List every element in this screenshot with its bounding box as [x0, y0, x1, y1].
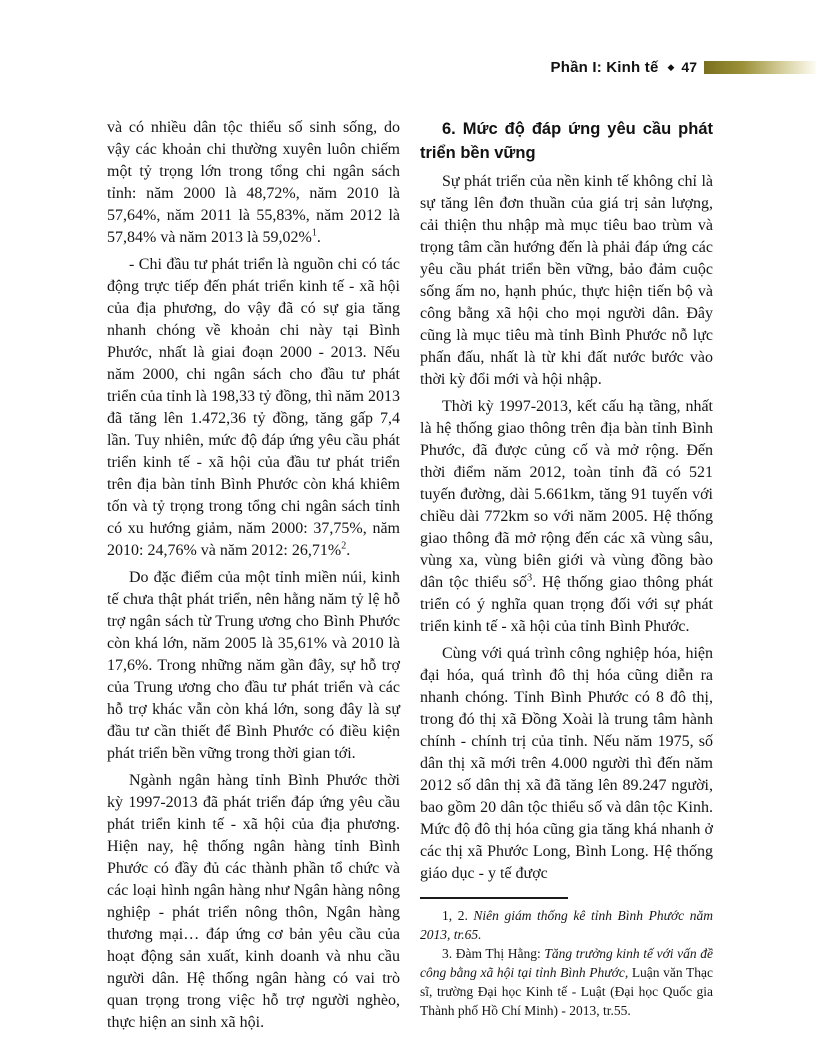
paragraph-text: Thời kỳ 1997-2013, kết cấu hạ tầng, nhất là hệ thống giao thông trên địa bàn tỉnh Bình Phước, đã được củng cố và mở rộng. Đến thời điểm năm 2012, toàn tỉnh đã có 521 tuyến đường, dài 5.661km, tăng 91 tuyến với chiều dài 772km so với năm 2005. Hệ thống giao thông đã mở rộng đến các xã vùng sâu, vùng xa, vùng biên giới và vùng đồng bào dân tộc thiểu số: [420, 398, 713, 591]
paragraph: Cùng với quá trình công nghiệp hóa, hiện đại hóa, quá trình đô thị hóa cũng diễn ra nhanh chóng. Tỉnh Bình Phước có 8 đô thị, trong đó thị xã Đồng Xoài là trung tâm hành chính - chính trị của tỉnh. Nếu năm 1975, số dân thị xã mới trên 4.000 người thì đến năm 2012 số dân thị xã đã tăng lên 89.247 người, bao gồm 20 dân tộc thiểu số và dân tộc Kinh. Mức độ đô thị hóa cũng gia tăng khá nhanh ở các thị xã Phước Long, Bình Long. Hệ thống giáo dục - y tế được: [420, 645, 713, 882]
footnote-label: 3.: [442, 946, 456, 961]
paragraph: Ngành ngân hàng tỉnh Bình Phước thời kỳ 1997-2013 đã phát triển đáp ứng yêu cầu phát triển kinh tế - xã hội của địa phương. Hiện nay, hệ thống ngân hàng tỉnh Bình Phước có đầy đủ các thành phần tổ chức và các loại hình ngân hàng như Ngân hàng nông nghiệp - phát triển nông thôn, Ngân hàng thương mại… đáp ứng cơ bản yêu cầu của hoạt động sản xuất, kinh doanh và nhu cầu người dân. Hệ thống ngân hàng có vai trò quan trọng trong việc hỗ trợ người nghèo, thực hiện an sinh xã hội.: [107, 772, 400, 1031]
paragraph: [107, 254, 400, 562]
paragraph-text: .: [316, 229, 321, 246]
footnote-author: Đàm Thị Hằng:: [455, 946, 545, 961]
footnote-rest: Luận văn Thạc sĩ, trường Đại học Kinh tế - Luật (Đại học Quốc gia Thành phố Hồ Chí Minh) - 2013, tr.55.: [420, 965, 714, 1018]
footnote-block: [420, 897, 713, 1020]
footnote-1: [420, 906, 713, 944]
paragraph: [107, 117, 400, 249]
accent-bar: [704, 61, 816, 74]
left-column: [107, 117, 400, 1034]
footnote-title: Niên giám thống kê tỉnh Bình Phước năm 2013, tr.65.: [420, 908, 713, 942]
paragraph-text: - Chi đầu tư phát triển là nguồn chi có tác động trực tiếp đến phát triển kinh tế - xã hội của địa phương, do vậy đã có sự gia tăng nhanh chóng về khoản chi này tại Bình Phước, nhất là giai đoạn 2000 - 2013. Nếu năm 2000, chi ngân sách cho đầu tư phát triển của tỉnh là 198,33 tỷ đồng, thì năm 2013 đã tăng lên 1.472,36 tỷ đồng, tăng gấp 7,4 lần. Tuy nhiên, mức độ đáp ứng yêu cầu phát triển kinh tế - xã hội của đầu tư phát triển trên địa bàn tỉnh Bình Phước còn khá khiêm tốn và tỷ trọng trong tổng chi ngân sách tỉnh có xu hướng giảm, năm 2000: 37,75%, năm 2010: 24,76% và năm 2012: 26,71%: [107, 256, 400, 559]
section-heading: 6. Mức độ đáp ứng yêu cầu phát triển bền vững: [420, 120, 713, 162]
section-title: Phần I: Kinh tế: [550, 58, 659, 76]
paragraph: Do đặc điểm của một tỉnh miền núi, kinh tế chưa thật phát triển, nên hằng năm tỷ lệ hỗ trợ ngân sách từ Trung ương cho Bình Phước còn khá lớn, năm 2005 là 35,61% và 2010 là 17,6%. Trong những năm gần đây, sự hỗ trợ của Trung ương cho đầu tư phát triển và các hỗ trợ khác vẫn còn khá lớn, song đây là sự đầu tư cần thiết để Bình Phước có điều kiện phát triển bền vững trong thời gian tới.: [107, 569, 400, 762]
running-head: [0, 58, 816, 76]
page-number: 47: [681, 59, 697, 75]
paragraph: Sự phát triển của nền kinh tế không chỉ là sự tăng lên đơn thuần của giá trị sản lượng, cải thiện thu nhập mà mục tiêu bao trùm và trọng tâm cần hướng đến là phải đáp ứng các yêu cầu phát triển bền vững, bảo đảm cuộc sống ấm no, hạnh phúc, thực hiện tiến bộ và công bằng xã hội cho mọi người dân. Đây cũng là mục tiêu mà tỉnh Bình Phước nỗ lực phấn đấu, nhất là từ khi đất nước bước vào thời kỳ đổi mới và hội nhập.: [420, 173, 713, 388]
page-body: [107, 117, 713, 1034]
footnote-ref-1: 1: [311, 227, 317, 239]
footnote-ref-3: 3: [527, 572, 533, 584]
footnote-rule: [420, 897, 568, 899]
footnote-title: Tăng trưởng kinh tế với vấn đề công bằng xã hội tại tỉnh Bình Phước,: [420, 946, 714, 980]
footnote-label: 1, 2.: [442, 908, 474, 923]
footnote-ref-2: 2: [341, 540, 347, 552]
footnote-2: [420, 944, 713, 1020]
paragraph-text: .: [346, 542, 351, 559]
paragraph-text: và có nhiều dân tộc thiểu số sinh sống, do vậy các khoản chi thường xuyên luôn chiếm một tỷ trọng lớn trong tổng chi ngân sách tỉnh: năm 2000 là 48,72%, năm 2010 là 57,64%, năm 2011 là 55,83%, năm 2012 là 57,84% và năm 2013 là 59,02%: [107, 119, 400, 246]
paragraph: [420, 396, 713, 638]
diamond-icon: ◆: [667, 61, 675, 72]
right-column: [420, 117, 713, 1034]
paragraph-text: . Hệ thống giao thông phát triển có ý nghĩa quan trọng đối với sự phát triển kinh tế - xã hội của tỉnh Bình Phước.: [420, 574, 714, 635]
